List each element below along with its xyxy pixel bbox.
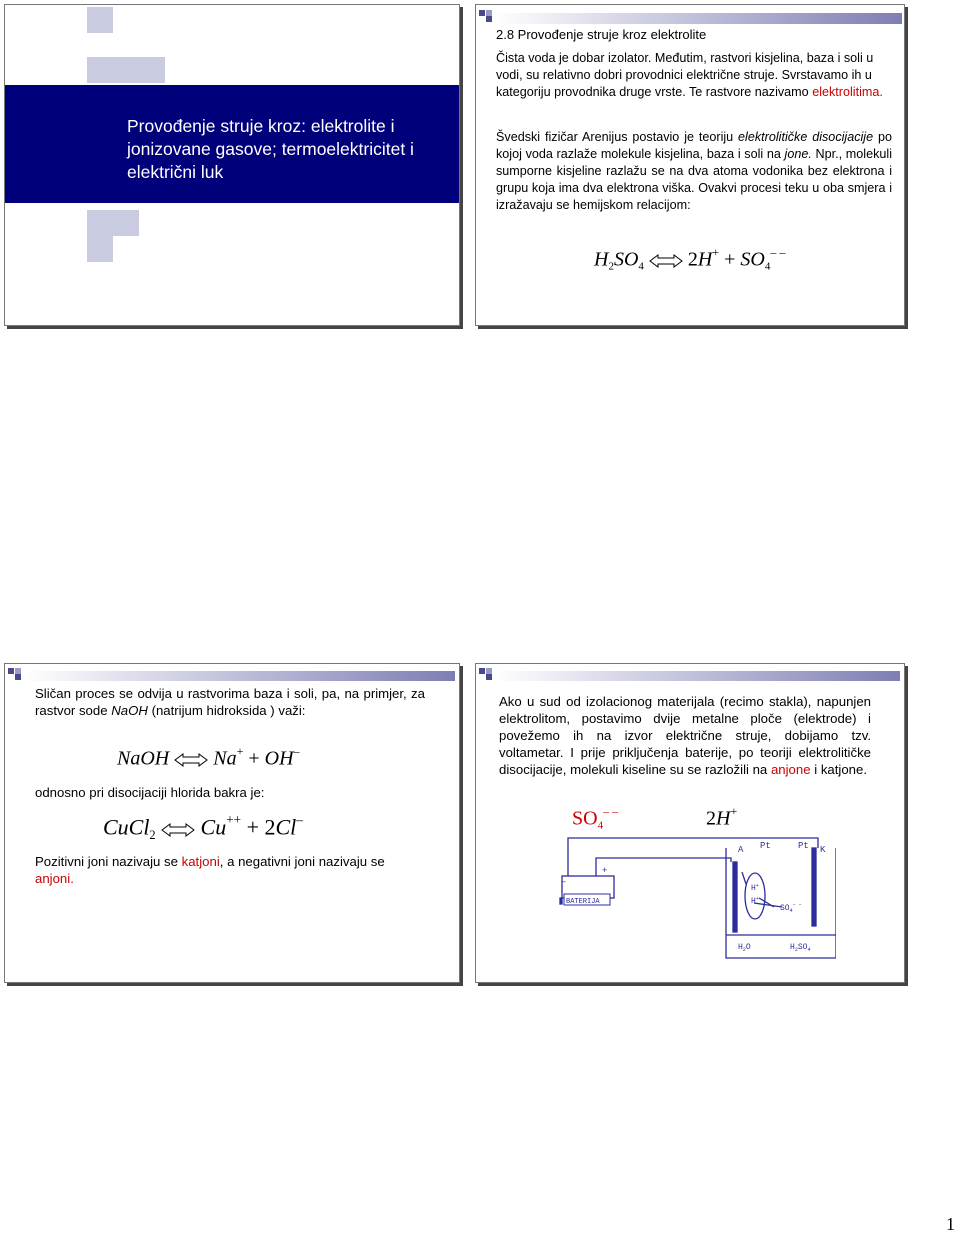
- paragraph-cucl: odnosno pri disocijaciji hlorida bakra je:: [35, 785, 265, 800]
- text: Npr., molekuli sumporne kisjeline razlažu se na dva atoma vodonika bez elektrona i grupu koja ima dva elektrona viška. Ovakvi procesi teku u oba smjera i izražavaju se hemijskom relacijom:: [496, 147, 892, 212]
- label-pt-2: Pt: [798, 841, 809, 851]
- slide-4: [475, 663, 905, 983]
- ion-so4: $SO_4^{- -}$: [780, 902, 802, 914]
- label-water: $H_2O$: [738, 943, 751, 953]
- label-minus: –: [561, 877, 567, 887]
- deco-square: [479, 668, 485, 674]
- paragraph-arenius: [496, 129, 892, 214]
- equation-cucl2: CuCl$_2$ Cu++ + 2Cl–: [103, 812, 303, 842]
- slide-1-title: Provođenje struje kroz: elektrolite i jonizovane gasove; termoelektricitet i električni luk: [127, 116, 414, 182]
- slide-2: [475, 4, 905, 326]
- deco-square: [486, 674, 492, 680]
- deco-square: [139, 57, 165, 83]
- term-anjoni: anjoni.: [35, 871, 74, 886]
- deco-square: [87, 7, 113, 33]
- ion-h-label: 2H+: [706, 804, 738, 830]
- term-elektrolitima: elektrolitima.: [812, 85, 883, 99]
- term-disocijacija: elektrolitičke disocijacije: [738, 130, 874, 144]
- deco-square: [87, 236, 113, 262]
- text: Švedski fizičar Arenijus postavio je teoriju: [496, 130, 734, 144]
- paragraph-ions: [35, 853, 425, 887]
- text: i: [814, 762, 818, 777]
- text: Čista voda je dobar izolator. Međutim, rastvori kisjelina, baza i soli u vodi, su relativno dobri provodnici električne struje. Svrstavamo ih u kategoriju provodnika druge vrste. Te rastvore nazivamo: [496, 51, 874, 99]
- label-k: K: [820, 845, 826, 855]
- term-jone: jone.: [784, 147, 812, 161]
- header-bar: [494, 671, 900, 681]
- text: (natrijum hidroksida ) važi:: [151, 703, 306, 718]
- equation-h2so4: $H_2SO_4$ $2H^+ + SO_4^{- -}$: [594, 245, 786, 273]
- slide-1: [4, 4, 460, 326]
- ion-h-1: H+: [751, 883, 759, 893]
- equation-naoh: NaOH Na+ + OH–: [117, 744, 300, 770]
- label-plus: +: [602, 866, 608, 876]
- label-pt-1: Pt: [760, 841, 771, 851]
- deco-square: [8, 668, 14, 674]
- deco-square: [486, 16, 492, 22]
- equilibrium-arrow-icon: [161, 823, 195, 837]
- deco-square: [113, 57, 139, 83]
- page-number: 1: [946, 1214, 955, 1234]
- header-bar: [23, 671, 455, 681]
- deco-square: [87, 57, 113, 83]
- paragraph-naoh: [35, 685, 425, 719]
- ion-so4-label: $SO_4^{- -}$: [572, 804, 619, 832]
- equilibrium-arrow-icon: [174, 753, 208, 767]
- text: .: [863, 762, 868, 777]
- deco-square: [113, 210, 139, 236]
- term-anjone: anjone: [770, 762, 811, 777]
- voltameter-diagram: [546, 832, 836, 972]
- text: Pozitivni joni nazivaju se: [35, 854, 178, 869]
- ion-h-2: H+: [751, 896, 759, 906]
- paragraph-voltametar: [499, 693, 871, 778]
- slide-3: [4, 663, 460, 983]
- text: po kojoj voda razlaže molekule kisjelina, baza i soli na: [496, 130, 892, 161]
- battery-label: BATERIJA: [566, 898, 600, 906]
- text: , a negativni joni nazivaju se: [219, 854, 385, 869]
- label-acid: $H_2SO_4$: [790, 943, 811, 953]
- deco-square: [479, 10, 485, 16]
- equilibrium-arrow-icon: [649, 254, 683, 268]
- header-bar: [494, 13, 902, 24]
- deco-square: [15, 674, 21, 680]
- text: Ako u sud od izolacionog materijala (recimo stakla), napunjen elektrolitom, postavimo dvije metalne ploče (elektrode) i povežemo ih na izvor električne struje, dobijamo tzv. voltametar. I prije priključenja baterije, po teoriji elektrolitičke disocijacije, molekuli kiseline su se razložili na: [499, 694, 871, 777]
- term-katjoni: katjoni: [181, 854, 220, 869]
- text: Sličan proces se odvija u rastvorima baza i soli, pa, na primjer, za rastvor sode: [35, 686, 425, 718]
- term-naoh: NaOH: [111, 703, 148, 718]
- slide-2-heading: 2.8 Provođenje struje kroz elektrolite: [496, 27, 707, 42]
- deco-square: [87, 210, 113, 236]
- paragraph-intro: [496, 50, 892, 101]
- term-katjone: katjone: [820, 762, 864, 777]
- label-a: A: [738, 845, 744, 855]
